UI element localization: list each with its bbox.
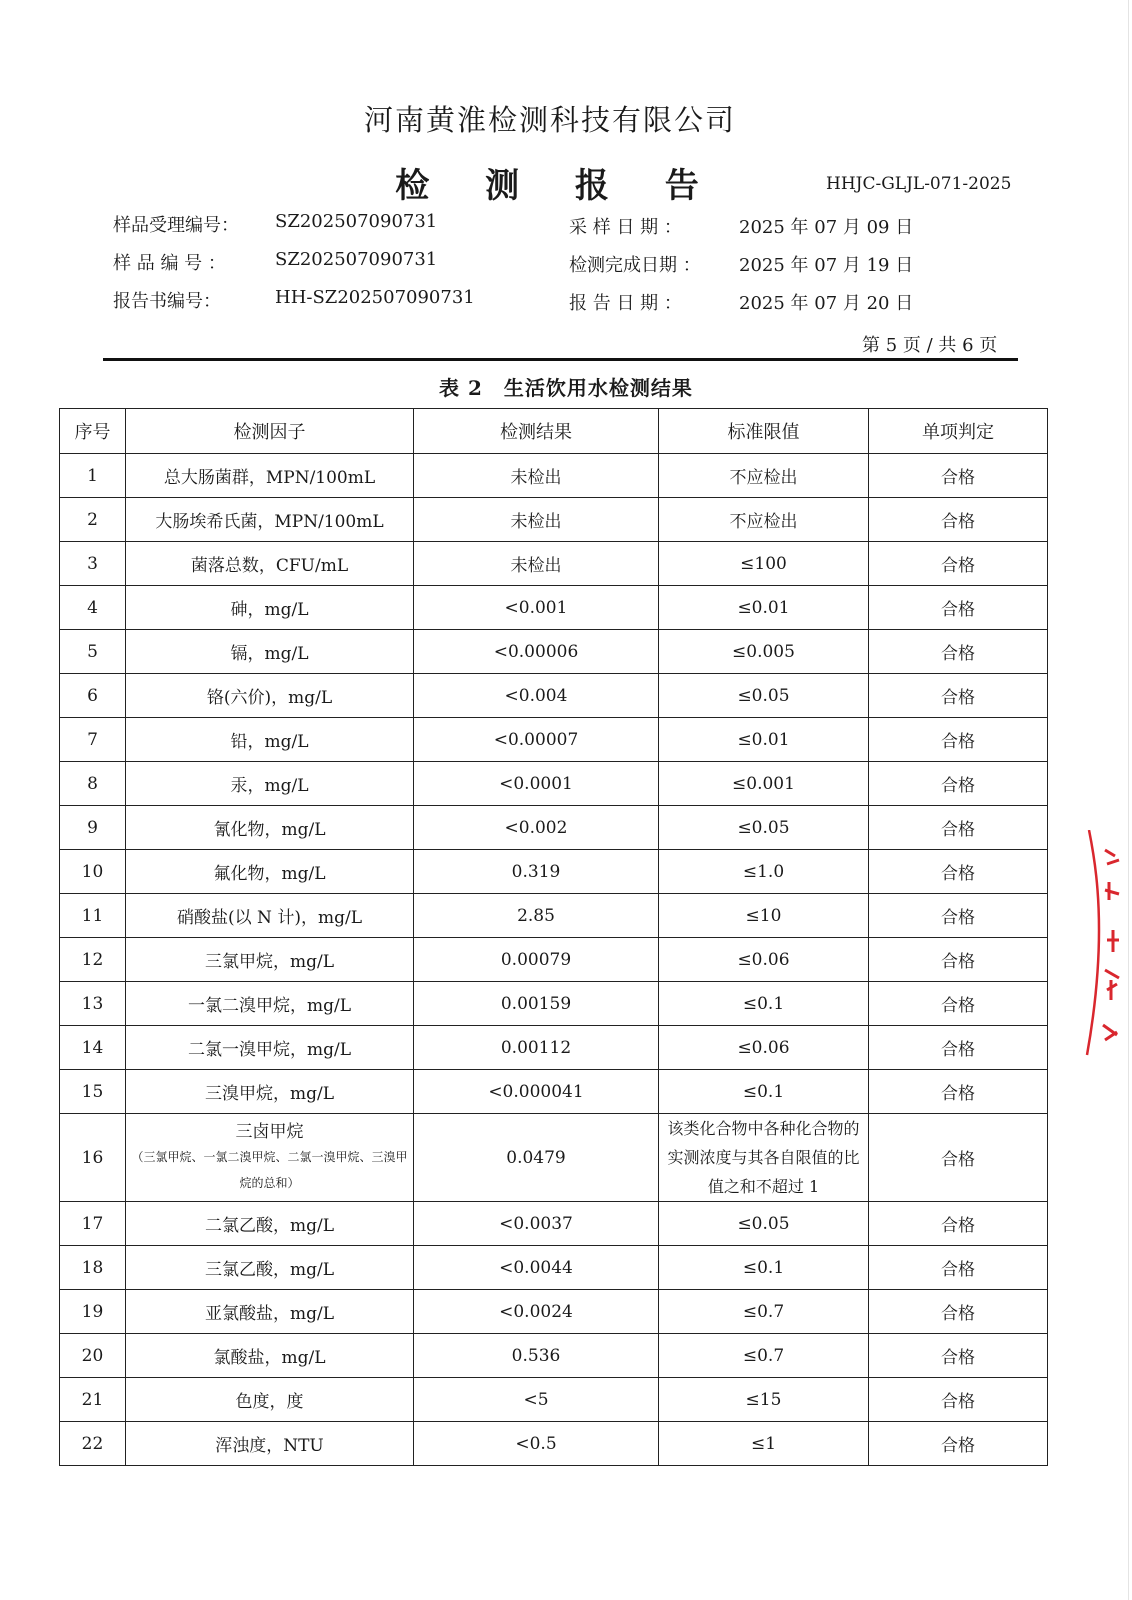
cell-result: 0.00079 [414,938,659,982]
table-caption: 表 2 生活饮用水检测结果 [439,376,693,400]
cell-limit: ≤0.05 [659,674,869,718]
cell-factor: 色度，度 [126,1378,414,1422]
cell-judge: 合格 [869,586,1048,630]
cell-no: 7 [60,718,126,762]
cell-no: 17 [60,1202,126,1246]
cell-factor: 镉，mg/L [126,630,414,674]
factor-note: （三氯甲烷、一氯二溴甲烷、二氯一溴甲烷、三溴甲烷的总和） [131,1149,408,1190]
limit-text: 该类化合物中各种化合物的实测浓度与其各自限值的比值之和不超过 1 [667,1119,860,1196]
table-row [60,498,1048,542]
table-row [60,1422,1048,1466]
cell-limit [659,1114,869,1202]
table-row [60,894,1048,938]
table-row [60,1378,1048,1422]
cell-result: <0.0044 [414,1246,659,1290]
cell-result: 0.536 [414,1334,659,1378]
cell-limit: ≤15 [659,1378,869,1422]
cell-judge: 合格 [869,762,1048,806]
cell-no: 22 [60,1422,126,1466]
cell-limit: ≤0.7 [659,1290,869,1334]
cell-limit: 不应检出 [659,454,869,498]
cell-limit: ≤0.001 [659,762,869,806]
cell-judge: 合格 [869,982,1048,1026]
cell-no: 16 [60,1114,126,1202]
cell-judge: 合格 [869,1422,1048,1466]
cell-limit: ≤0.01 [659,718,869,762]
cell-factor: 汞，mg/L [126,762,414,806]
cell-result: <0.002 [414,806,659,850]
table-row [60,1334,1048,1378]
table-row [60,762,1048,806]
cell-result: 0.319 [414,850,659,894]
meta-value: 2025 年 07 月 09 日 [739,217,914,238]
cell-result: 0.00159 [414,982,659,1026]
page-number: 第 5 页 / 共 6 页 [862,335,998,356]
cell-no: 21 [60,1378,126,1422]
cell-no: 18 [60,1246,126,1290]
meta-value: SZ202507090731 [275,249,438,270]
cell-result: <0.5 [414,1422,659,1466]
header-no: 序号 [60,409,126,454]
cell-judge: 合格 [869,1026,1048,1070]
cell-no: 14 [60,1026,126,1070]
cell-result: 未检出 [414,498,659,542]
cell-no: 15 [60,1070,126,1114]
cell-factor: 三氯乙酸，mg/L [126,1246,414,1290]
cell-no: 19 [60,1290,126,1334]
table-row [60,718,1048,762]
table-row [60,542,1048,586]
cell-judge: 合格 [869,674,1048,718]
company-name: 河南黄淮检测科技有限公司 [363,103,736,137]
cell-no: 11 [60,894,126,938]
report-title: 检 测 报 告 [395,166,721,206]
cell-no: 10 [60,850,126,894]
cell-judge: 合格 [869,718,1048,762]
cell-result: 0.0479 [414,1114,659,1202]
cell-factor: 菌落总数，CFU/mL [126,542,414,586]
cell-factor: 二氯乙酸，mg/L [126,1202,414,1246]
cell-result: 未检出 [414,542,659,586]
cell-limit: ≤0.7 [659,1334,869,1378]
cell-factor: 铬(六价)，mg/L [126,674,414,718]
cell-limit: ≤0.1 [659,1246,869,1290]
table-row [60,982,1048,1026]
cell-judge: 合格 [869,894,1048,938]
table-row [60,1290,1048,1334]
page-edge-line [1128,0,1129,1600]
meta-label: 样 品 编 号 ： [113,253,226,274]
meta-label: 报告书编号： [113,291,221,312]
cell-factor: 三溴甲烷，mg/L [126,1070,414,1114]
cell-result: <0.000041 [414,1070,659,1114]
cell-result: <0.00006 [414,630,659,674]
cell-result: 0.00112 [414,1026,659,1070]
results-table [59,408,1048,1466]
cell-limit: ≤0.05 [659,1202,869,1246]
cell-no: 9 [60,806,126,850]
meta-label: 报 告 日 期 ： [569,293,682,314]
table-row [60,1114,1048,1202]
table-row [60,1246,1048,1290]
table-row [60,1026,1048,1070]
cell-factor: 浑浊度，NTU [126,1422,414,1466]
cell-judge: 合格 [869,850,1048,894]
meta-label: 采 样 日 期 ： [569,217,682,238]
cell-limit: ≤100 [659,542,869,586]
meta-label: 样品受理编号： [113,215,239,236]
header-judge: 单项判定 [869,409,1048,454]
cell-no: 4 [60,586,126,630]
meta-label: 检测完成日期 ： [569,255,701,276]
cell-factor: 硝酸盐(以 N 计)，mg/L [126,894,414,938]
table-row [60,938,1048,982]
cell-judge: 合格 [869,498,1048,542]
cell-limit: ≤0.06 [659,938,869,982]
factor-name: 三卤甲烷 [235,1121,304,1142]
cell-result: <0.0024 [414,1290,659,1334]
cell-factor: 氰化物，mg/L [126,806,414,850]
cell-result: 未检出 [414,454,659,498]
cell-judge: 合格 [869,1114,1048,1202]
cell-no: 8 [60,762,126,806]
cell-result: <0.001 [414,586,659,630]
table-header-row [60,409,1048,454]
cell-factor: 氯酸盐，mg/L [126,1334,414,1378]
cell-factor: 氟化物，mg/L [126,850,414,894]
cell-limit: 不应检出 [659,498,869,542]
cell-factor: 一氯二溴甲烷，mg/L [126,982,414,1026]
meta-value: 2025 年 07 月 20 日 [739,293,914,314]
header-divider [103,358,1018,361]
cell-limit: ≤0.1 [659,982,869,1026]
cell-result: <5 [414,1378,659,1422]
cell-no: 6 [60,674,126,718]
cell-no: 12 [60,938,126,982]
cell-judge: 合格 [869,1290,1048,1334]
seal-stamp-fragment [1085,830,1125,1060]
cell-factor: 总大肠菌群，MPN/100mL [126,454,414,498]
document-code: HHJC-GLJL-071-2025 [826,174,1012,194]
cell-judge: 合格 [869,1334,1048,1378]
cell-factor: 大肠埃希氏菌，MPN/100mL [126,498,414,542]
meta-value: 2025 年 07 月 19 日 [739,255,914,276]
cell-limit: ≤0.05 [659,806,869,850]
table-row [60,630,1048,674]
cell-factor: 三氯甲烷，mg/L [126,938,414,982]
cell-judge: 合格 [869,542,1048,586]
cell-factor: 二氯一溴甲烷，mg/L [126,1026,414,1070]
cell-limit: ≤0.1 [659,1070,869,1114]
cell-limit: ≤0.06 [659,1026,869,1070]
cell-judge: 合格 [869,1202,1048,1246]
cell-limit: ≤1.0 [659,850,869,894]
cell-no: 1 [60,454,126,498]
cell-result: <0.00007 [414,718,659,762]
cell-factor: 砷，mg/L [126,586,414,630]
cell-limit: ≤0.01 [659,586,869,630]
table-row [60,674,1048,718]
cell-no: 5 [60,630,126,674]
header-factor: 检测因子 [126,409,414,454]
cell-judge: 合格 [869,1070,1048,1114]
table-row [60,850,1048,894]
cell-result: <0.0001 [414,762,659,806]
cell-limit: ≤1 [659,1422,869,1466]
cell-result: 2.85 [414,894,659,938]
cell-no: 13 [60,982,126,1026]
cell-factor: 亚氯酸盐，mg/L [126,1290,414,1334]
meta-value: HH-SZ202507090731 [275,287,475,308]
table-row [60,454,1048,498]
header-result: 检测结果 [414,409,659,454]
cell-result: <0.004 [414,674,659,718]
cell-judge: 合格 [869,806,1048,850]
table-row [60,806,1048,850]
cell-limit: ≤10 [659,894,869,938]
table-row [60,1202,1048,1246]
cell-factor [126,1114,414,1202]
cell-no: 2 [60,498,126,542]
header-limit: 标准限值 [659,409,869,454]
cell-judge: 合格 [869,1378,1048,1422]
cell-judge: 合格 [869,938,1048,982]
cell-limit: ≤0.005 [659,630,869,674]
table-row [60,1070,1048,1114]
cell-no: 3 [60,542,126,586]
cell-result: <0.0037 [414,1202,659,1246]
cell-judge: 合格 [869,630,1048,674]
meta-value: SZ202507090731 [275,211,438,232]
cell-judge: 合格 [869,454,1048,498]
cell-judge: 合格 [869,1246,1048,1290]
table-row [60,586,1048,630]
cell-factor: 铅，mg/L [126,718,414,762]
cell-no: 20 [60,1334,126,1378]
